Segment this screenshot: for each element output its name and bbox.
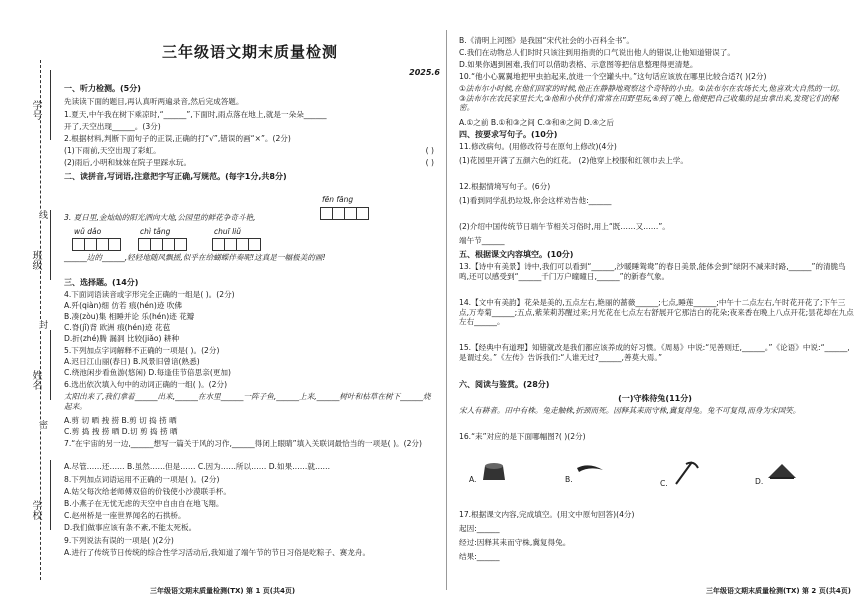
question-1-cont[interactable]: 开了,天空出现______。(3分) xyxy=(64,122,161,131)
listening-instruction: 先读读下面的题目,再认真听两遍录音,然后完成答题。 xyxy=(64,97,244,106)
q9-option-a: A.进行了传统节日传统的综合性学习活动后,我知道了端午节的节日习俗是吃粽子、赛龙舟。 xyxy=(64,548,371,557)
question-2-1: (1)下雨前,天空出现了彩虹。 xyxy=(64,146,161,155)
q9-option-b: B.《清明上河图》是我国“宋代社会的小百科全书”。 xyxy=(459,36,634,45)
class-underline[interactable] xyxy=(50,210,51,280)
q6-options-cd: C.剪 捣 拽 捞 晒 D.切 剪 捣 捞 晒 xyxy=(64,427,178,436)
name-underline[interactable] xyxy=(50,330,51,400)
binding-tick-seal: 封 xyxy=(37,320,47,329)
question-11: 11.修改病句。(用修改符号在原句上修改)(4分) xyxy=(459,142,617,151)
binding-label-student-id: 学号 xyxy=(30,100,41,120)
q4-option-a: A.歼(qiàn)细 仿若 痕(hén)迹 吹佛 xyxy=(64,301,183,310)
question-11-items[interactable]: (1)花园里开满了五颜六色的红花。 (2)他穿上校服和红领巾去上学。 xyxy=(459,156,688,165)
q7-options: A.尽管……还…… B.虽然……但是…… C.因为……所以…… D.如果……就…… xyxy=(64,462,331,471)
question-17: 17.根据课文内容,完成填空。(用文中原句回答)(4分) xyxy=(459,510,635,519)
q8-option-d: D.我们做事应该有条不紊,不能太死板。 xyxy=(64,523,197,532)
q4-option-b: B.凑(zòu)集 相睡并论 乐(hén)迹 花瓣 xyxy=(64,312,195,321)
q9-option-c: C.我们在动物总人们时时只该注到用指责的口气说出他人的错误,让他知道错误了。 xyxy=(459,48,735,57)
q8-option-b: B.小燕子在无忧无虑的天空中自由自在地飞翔。 xyxy=(64,499,224,508)
binding-label-class: 班级 xyxy=(30,250,41,270)
question-2: 2.根据材料,判断下面句子的正误,正确的打“√”,错误的画“×”。(2分) xyxy=(64,134,291,143)
question-10-passage: ①法布尔小时候,在他们回家的时候,他正在静静地观察这个奇特的小虫。②法布尔在农场长大,他喜欢大自然的一切。③法布尔在农民家里长大,③他和小伙伴们常常在田野里玩,④到了晚上,他便把自己收集的昆虫拿出来,发现它们的秘密。 xyxy=(459,84,845,113)
question-2-2: (2)雨后,小明和妹妹在院子里踩水玩。 xyxy=(64,158,192,167)
answer-2-1[interactable]: ( ) xyxy=(425,146,434,155)
question-6-passage: 太阳出来了,我们拿着______出来,______在水里______一阵子鱼,______上来,______树叶和枯草在树下______烧起来。 xyxy=(64,392,431,411)
question-1[interactable]: 1.夏天,中午我在树下乘凉时,“______”,下面时,雨点落在地上,就是一朵朵______ xyxy=(64,110,327,119)
section-pinyin: 二、读拼音,写词语,注意把字写正确,写规范。(每字1分,共8分) xyxy=(64,172,287,181)
q17-cause[interactable]: 起因:______ xyxy=(459,524,500,533)
question-5[interactable]: 5.下列加点字词解释不正确的一项是( )。(2分) xyxy=(64,346,220,355)
pinyin-chitang: chì tǎng xyxy=(140,227,171,236)
footer-page-2: 三年级语文期末质量检测(TX) 第 2 页(共4页) xyxy=(705,587,851,596)
q17-result[interactable]: 结果:______ xyxy=(459,552,500,561)
section-sentences: 四、按要求写句子。(10分) xyxy=(459,130,558,139)
question-13[interactable]: 13.【诗中有美景】诗中,我们可以看到“______,沙暖睡鸳鸯”的春日美景,能体会到“绿阴不减来时路,______”的清脆鸟鸣,还可以感受到“______千门万户曈曈日,______”的新春气象。 xyxy=(459,262,846,281)
straw-hat-icon xyxy=(766,460,798,484)
question-3: 3. 夏日里,金灿灿的阳光洒向大地,公园里的鲜花争奇斗艳, xyxy=(64,213,256,222)
question-8[interactable]: 8.下列加点词语运用不正确的一项是( )。(2分) xyxy=(64,475,220,484)
question-16[interactable]: 16.“耒”对应的是下面哪幅图?( )(2分) xyxy=(459,432,586,441)
column-divider xyxy=(446,30,447,590)
footer-page-1: 三年级语文期末质量检测(TX) 第 1 页(共4页) xyxy=(150,587,296,596)
answer-grid-chitang[interactable] xyxy=(138,238,186,251)
q16-option-c[interactable]: C. xyxy=(660,460,700,489)
q8-option-a: A.姑父每次给老师傅双倍的价钱使小沙漠联手杯。 xyxy=(64,487,231,496)
pinyin-wudao: wǔ dǎo xyxy=(74,227,102,236)
student-id-underline[interactable] xyxy=(50,70,51,140)
section-listening: 一、听力检测。(5分) xyxy=(64,84,141,93)
binding-label-school: 学校 xyxy=(30,500,41,520)
question-15[interactable]: 15.【经典中有道理】知错就改是我们都应该养成的好习惯。《周易》中说:“见善则迁,______。”《论语》中说:“______,是谓过矣。”《左传》告诉我们:“人谁无过?______,善莫大焉。” xyxy=(459,343,850,362)
question-14[interactable]: 14.【文中有美韵】花朵是美的,五点左右,艳丽的蔷薇______;七点,睡莲______;中午十二点左右,午时花开花了;下午三点,万寿菊______;五点,紫茉莉苏醒过来;月光花在七点左右舒展开它那洁白的花朵;夜来香在晚上八点开花;昙花却在九点左右______。 xyxy=(459,298,854,327)
question-12-1[interactable]: (1)看到同学乱扔垃圾,你会这样劝告他:______ xyxy=(459,196,612,205)
q9-option-d: D.如果你遇到困难,我们可以借助表格、示意图等把信息整理得更清楚。 xyxy=(459,60,698,69)
exam-title: 三年级语文期末质量检测 xyxy=(161,43,338,61)
q16-option-a[interactable]: A. xyxy=(469,460,509,485)
question-12: 12.根据情境写句子。(6分) xyxy=(459,182,551,191)
question-9[interactable]: 9.下列说法有误的一项是( )(2分) xyxy=(64,536,174,545)
answer-grid-chuiliu[interactable] xyxy=(212,238,260,251)
binding-tick-line: 线 xyxy=(37,210,47,219)
school-underline[interactable] xyxy=(50,460,51,530)
pinyin-chuiliu: chuī liǔ xyxy=(214,227,242,236)
question-7[interactable]: 7.“在宇宙的另一边,______想写一篇关于风的习作,______得闭上眼睛”填入关联词最恰当的一项是( )。(2分) xyxy=(64,439,422,448)
binding-tick-secret: 密 xyxy=(37,420,47,429)
story-text: 宋人有耕者。田中有株。兔走触株,折颈而死。因释其耒而守株,冀复得兔。兔不可复得,而身为宋国笑。 xyxy=(459,406,801,415)
exam-date: 2025.6 xyxy=(409,68,440,77)
question-6[interactable]: 6.选出依次填入句中的动词正确的一组( )。(2分) xyxy=(64,380,228,389)
section-choice: 三、选择题。(14分) xyxy=(64,278,139,287)
page-1 xyxy=(60,0,440,609)
q6-options-ab: A.剪 切 晒 拽 捞 B.剪 切 捣 捞 晒 xyxy=(64,416,177,425)
q5-options-ab: A.迟日江山丽(春日) B.风景旧曾谙(熟悉) xyxy=(64,357,200,366)
q17-process: 经过:因释其耒而守株,冀复得兔。 xyxy=(459,538,571,547)
section-reading: 六、阅读与鉴赏。(28分) xyxy=(459,380,550,389)
binding-strip xyxy=(0,0,58,609)
question-12-2-answer[interactable]: 端午节______ xyxy=(459,236,505,245)
q16-option-b[interactable]: B. xyxy=(565,460,605,485)
q4-option-c: C.脊(jǐ)背 欧洲 痕(hén)迹 花苞 xyxy=(64,323,171,332)
q8-option-c: C.赵州桥是一座世界闻名的石拱桥。 xyxy=(64,511,186,520)
answer-2-2[interactable]: ( ) xyxy=(425,158,434,167)
hoe-icon xyxy=(670,460,700,486)
question-4[interactable]: 4.下面词语读音或字形完全正确的一组是( )。(2分) xyxy=(64,290,235,299)
question-3-cont: ______边的______,轻轻地随风飘摇,似乎在给蝴蝶伴奏呢!这真是一幅极美的画! xyxy=(64,253,326,262)
section-fill-in: 五、根据课文内容填空。(10分) xyxy=(459,250,574,259)
q16-option-d[interactable]: D. xyxy=(755,460,798,487)
question-12-2: (2)介绍中国传统节日端午节相关习俗时,用上“既……又……”。 xyxy=(459,222,670,231)
q4-option-d: D.折(zhé)腾 漏洞 比较(jiǎo) 耕种 xyxy=(64,334,180,343)
answer-grid-fenfang[interactable] xyxy=(320,207,368,220)
plow-icon xyxy=(575,460,605,482)
page-2 xyxy=(455,0,855,609)
q10-options: A.①之前 B.①和③之间 C.③和④之间 D.④之后 xyxy=(459,118,615,127)
tree-stump-icon xyxy=(479,460,509,482)
story-title: (一)守株待兔(11分) xyxy=(618,394,692,403)
question-10[interactable]: 10.“他小心翼翼地把甲虫拍起来,放进一个空罐头中。”这句话应该放在哪里比较合适?( )(2分) xyxy=(459,72,767,81)
answer-grid-wudao[interactable] xyxy=(72,238,120,251)
q5-options-cd: C.绕池闲步看鱼游(悠闲) D.每逢佳节倍思亲(更加) xyxy=(64,368,231,377)
pinyin-fenfang: fēn fāng xyxy=(322,195,354,204)
binding-label-name: 姓名 xyxy=(30,370,41,390)
